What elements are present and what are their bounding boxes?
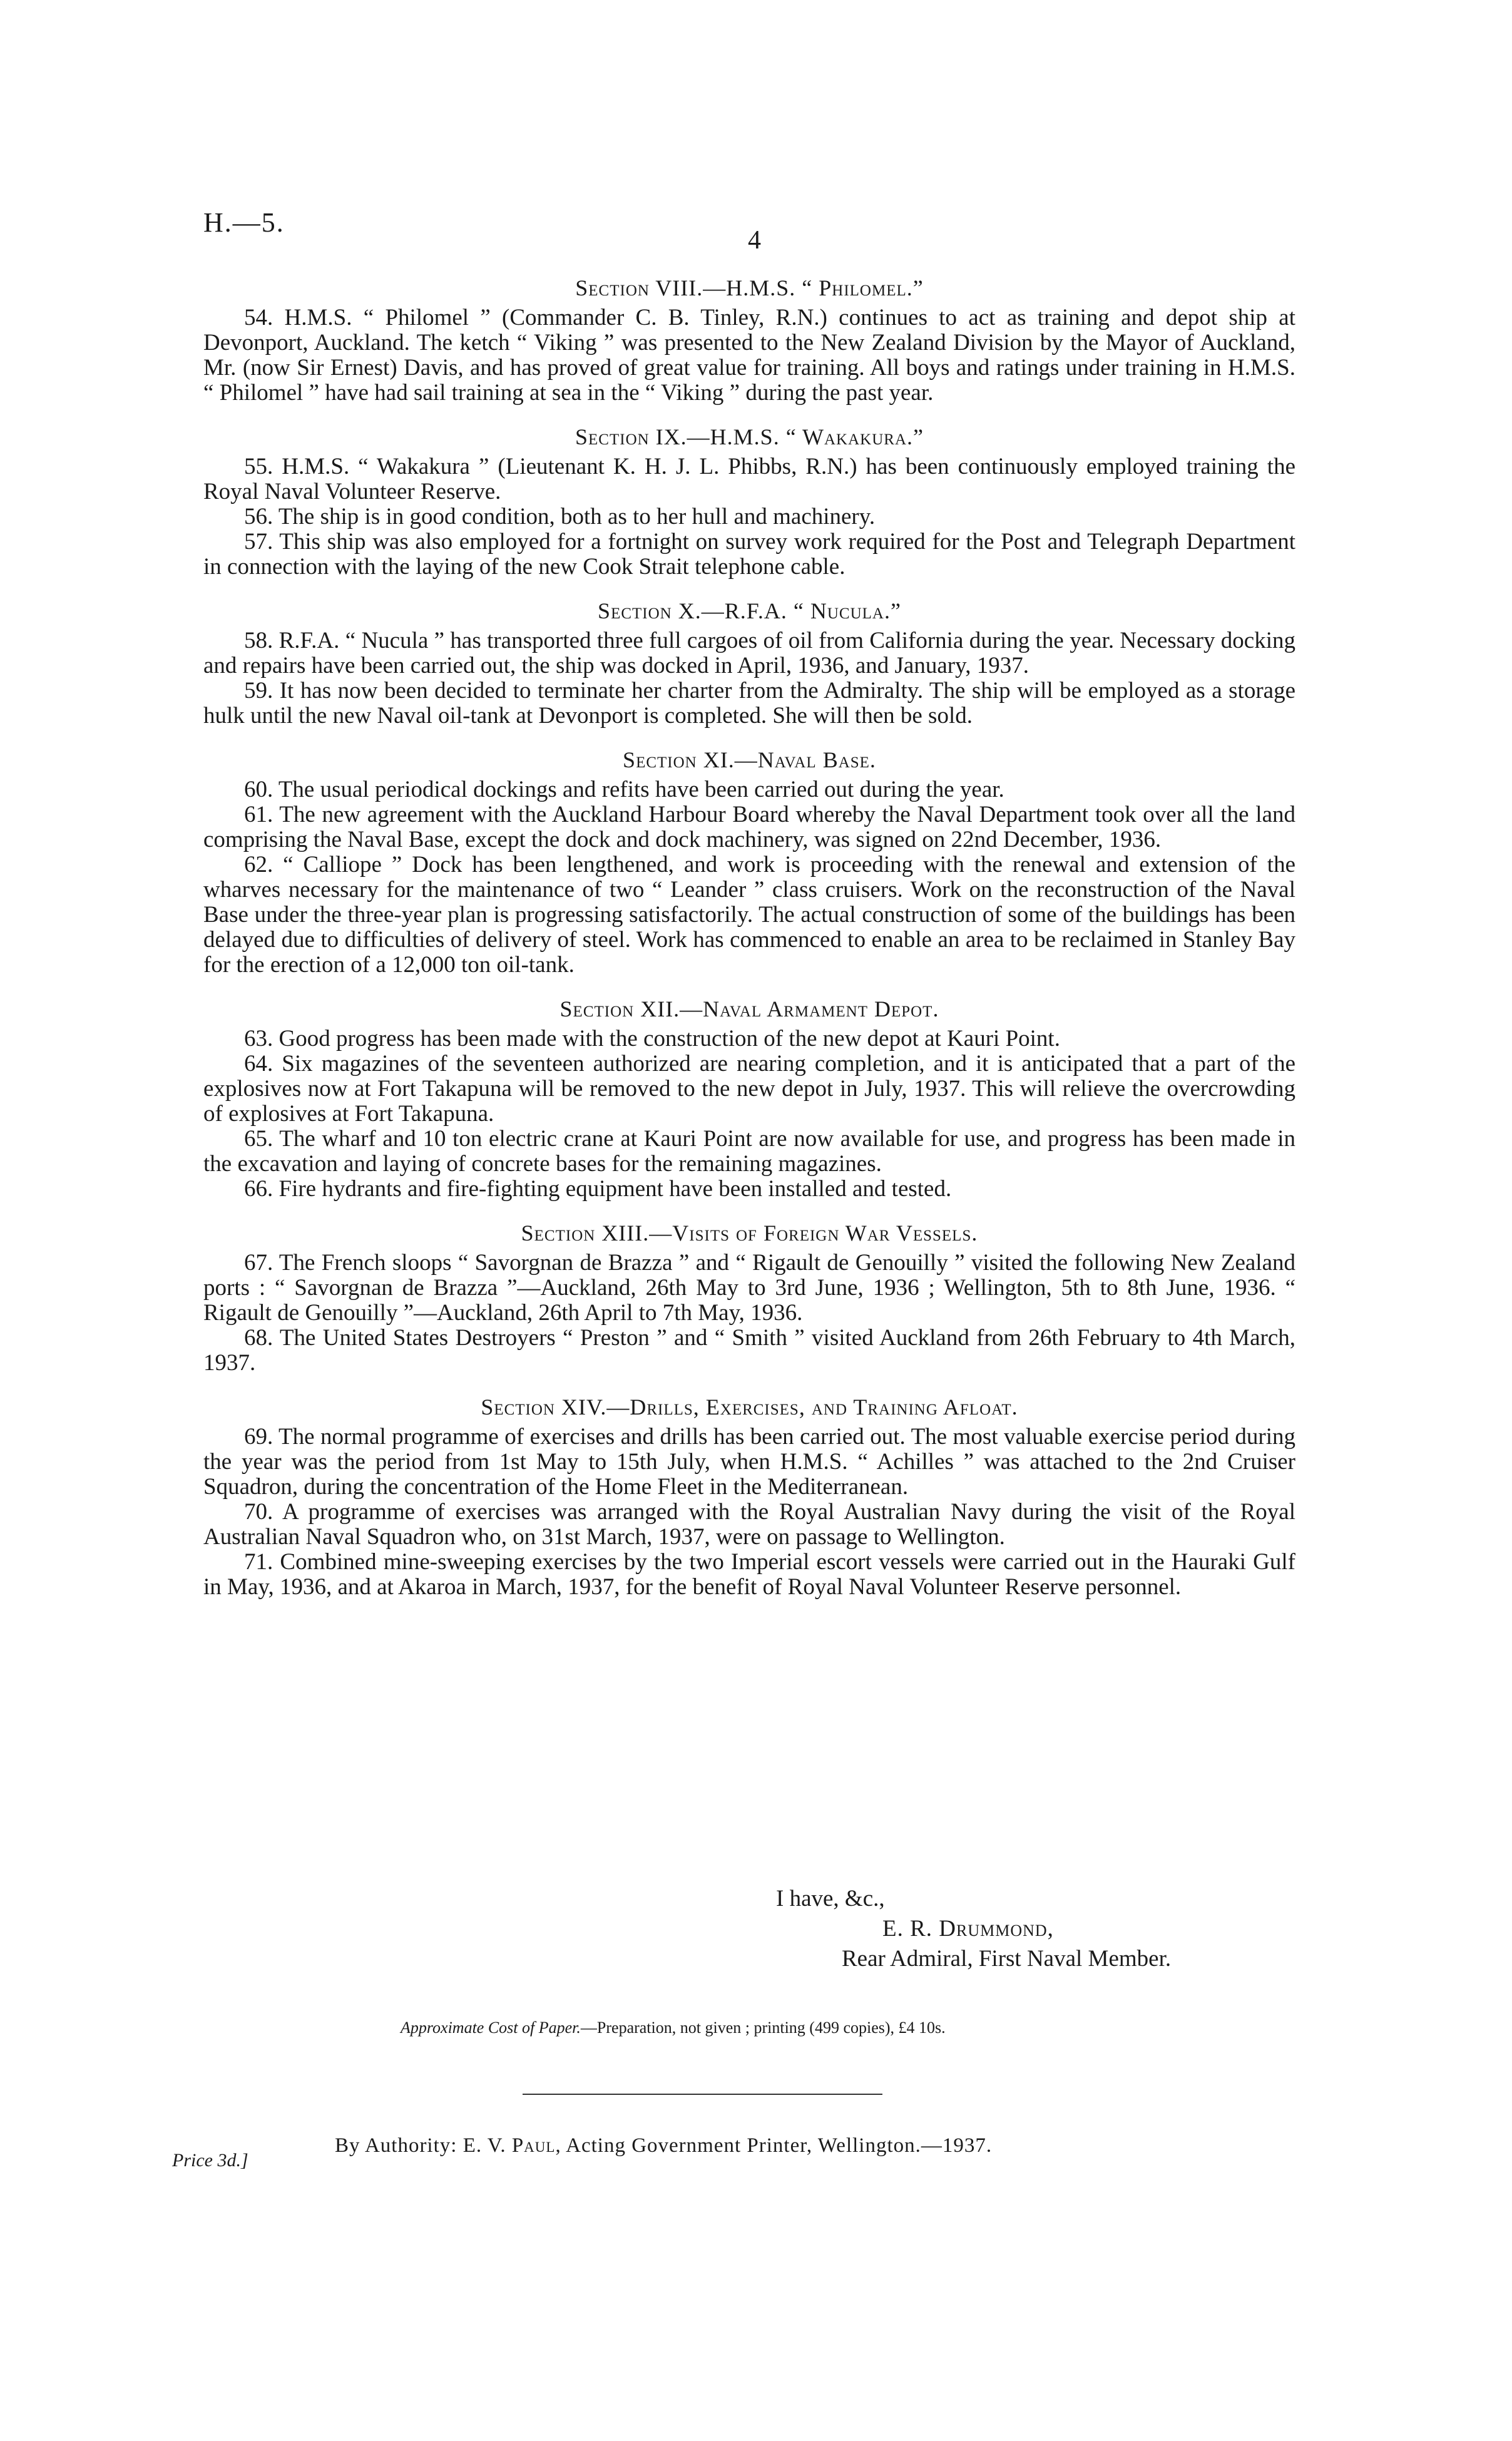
paragraph: 69. The normal programme of exercises and drills has been carried out. The most valuable exercise period during the year was the period from 1st May to 15th July, when H.M.S. “ Achilles ” was attached to the 2nd Cruiser Squadron, during the concentration of the Home Fleet in the Mediterranean. bbox=[203, 1424, 1295, 1500]
paragraph: 60. The usual periodical dockings and refits have been carried out during the year. bbox=[244, 777, 1004, 802]
authority-prefix: By Authority: bbox=[335, 2134, 463, 2157]
section-heading: Section XII.—Naval Armament Depot. bbox=[559, 996, 939, 1021]
paragraph: 70. A programme of exercises was arranged with the Royal Australian Navy during the visit of the Royal Australian Naval Squadron who, on 31st March, 1937, were on passage to Wellington. bbox=[203, 1499, 1295, 1550]
signature-block bbox=[776, 1884, 1171, 1974]
paragraph: 64. Six magazines of the seventeen authorized are nearing completion, and it is anticipated that a part of the explosives now at Fort Takapuna will be removed to the new depot in July, 1937. This will relieve the overcrowding of explosives at Fort Takapuna. bbox=[203, 1051, 1295, 1127]
document-body bbox=[203, 275, 1295, 1600]
printer-name: E. V. Paul, bbox=[462, 2134, 561, 2157]
paragraph: 59. It has now been decided to terminate her charter from the Admiralty. The ship will be employed as a storage hulk until the new Naval oil-tank at Devonport is completed. She will then be sold. bbox=[203, 678, 1295, 729]
section-heading: Section X.—R.F.A. “ Nucula.” bbox=[598, 598, 901, 623]
authority-suffix: Acting Government Printer, Wellington.—1937. bbox=[561, 2134, 993, 2157]
section-heading: Section XIV.—Drills, Exercises, and Training Afloat. bbox=[481, 1394, 1018, 1420]
footer-rule bbox=[523, 2094, 882, 2095]
paragraph: 58. R.F.A. “ Nucula ” has transported three full cargoes of oil from California during the year. Necessary docking and repairs have been carried out, the ship was docked in April, 1936, and January, 1937. bbox=[203, 628, 1295, 678]
paragraph: 55. H.M.S. “ Wakakura ” (Lieutenant K. H. J. L. Phibbs, R.N.) has been continuously employed training the Royal Naval Volunteer Reserve. bbox=[203, 454, 1295, 504]
paragraph: 57. This ship was also employed for a fortnight on survey work required for the Post and Telegraph Department in connection with the laying of the new Cook Strait telephone cable. bbox=[203, 529, 1295, 580]
signature-title: Rear Admiral, First Naval Member. bbox=[842, 1946, 1172, 1972]
paragraph: 66. Fire hydrants and fire-fighting equipment have been installed and tested. bbox=[244, 1176, 952, 1202]
section-heading: Section XIII.—Visits of Foreign War Vessels. bbox=[521, 1220, 978, 1246]
paragraph: 65. The wharf and 10 ton electric crane at Kauri Point are now available for use, and progress has been made in the excavation and laying of concrete bases for the remaining magazines. bbox=[203, 1126, 1295, 1177]
paragraph: 63. Good progress has been made with the construction of the new depot at Kauri Point. bbox=[244, 1026, 1060, 1052]
signature-name: E. R. Drummond, bbox=[882, 1916, 1054, 1942]
paragraph: 56. The ship is in good condition, both as to her hull and machinery. bbox=[244, 504, 876, 530]
price-note: Price 3d.] bbox=[172, 2150, 248, 2171]
paragraph: 71. Combined mine-sweeping exercises by the two Imperial escort vessels were carried out in the Hauraki Gulf in May, 1936, and at Akaroa in March, 1937, for the benefit of Royal Naval Volunteer Reserve personnel. bbox=[203, 1549, 1295, 1600]
paragraph: 62. “ Calliope ” Dock has been lengthened, and work is proceeding with the renewal and extension of the wharves necessary for the maintenance of two “ Leander ” class cruisers. Work on the reconstruction of the Naval Base under the three-year plan is progressing satisfactorily. The actual construction of some of the buildings has been delayed due to difficulties of delivery of steel. Work has commenced to enable an area to be reclaimed in Stanley Bay for the erection of a 12,000 ton oil-tank. bbox=[203, 852, 1295, 978]
paragraph: 67. The French sloops “ Savorgnan de Brazza ” and “ Rigault de Genouilly ” visited the following New Zealand ports : “ Savorgnan de Brazza ”—Auckland, 26th May to 3rd June, 1936 ; Wellington, 5th to 8th June, 1936. “ Rigault de Genouilly ”—Auckland, 26th April to 7th May, 1936. bbox=[203, 1250, 1295, 1326]
cost-label: Approximate Cost of Paper. bbox=[401, 2019, 581, 2037]
section-heading: Section XI.—Naval Base. bbox=[623, 747, 876, 772]
section-heading: Section IX.—H.M.S. “ Wakakura.” bbox=[575, 424, 924, 449]
signature-closing: I have, &c., bbox=[776, 1886, 885, 1911]
printer-authority bbox=[335, 2134, 992, 2157]
cost-note bbox=[401, 2019, 946, 2037]
paragraph: 61. The new agreement with the Auckland Harbour Board whereby the Naval Department took over all the land comprising the Naval Base, except the dock and dock machinery, was signed on 22nd December, 1936. bbox=[203, 802, 1295, 852]
report-reference: H.—5. bbox=[203, 207, 285, 238]
page-number: 4 bbox=[748, 226, 761, 255]
cost-text: —Preparation, not given ; printing (499 copies), £4 10s. bbox=[580, 2019, 946, 2037]
paragraph: 68. The United States Destroyers “ Preston ” and “ Smith ” visited Auckland from 26th February to 4th March, 1937. bbox=[203, 1325, 1295, 1376]
section-heading: Section VIII.—H.M.S. “ Philomel.” bbox=[575, 275, 924, 300]
paragraph: 54. H.M.S. “ Philomel ” (Commander C. B. Tinley, R.N.) continues to act as training and depot ship at Devonport, Auckland. The ketch “ Viking ” was presented to the New Zealand Division by the Mayor of Auckland, Mr. (now Sir Ernest) Davis, and has proved of great value for training. All boys and ratings under training in H.M.S. “ Philomel ” have had sail training at sea in the “ Viking ” during the past year. bbox=[203, 305, 1295, 406]
